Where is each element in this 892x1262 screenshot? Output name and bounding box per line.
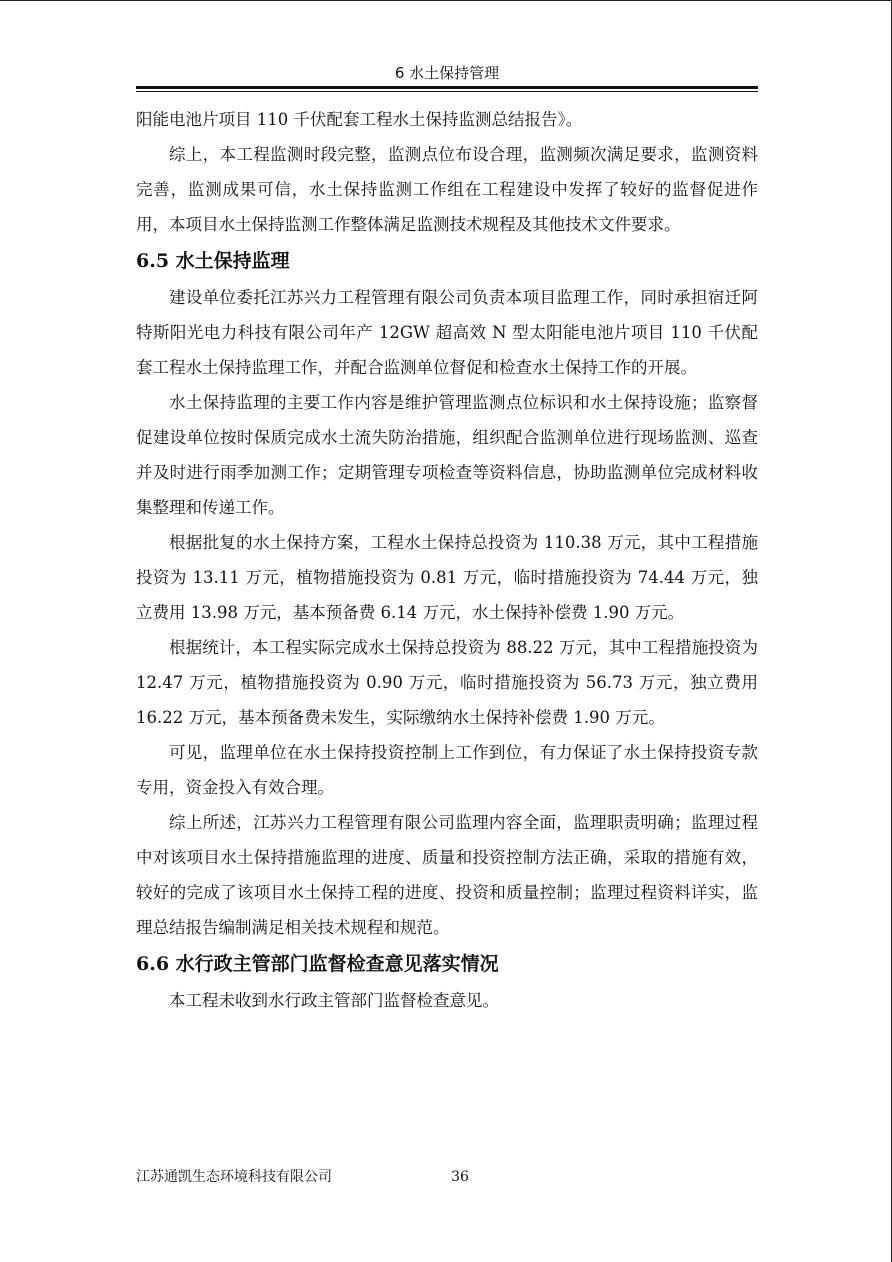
running-header: 6 水土保持管理: [394, 64, 500, 82]
paragraph-supervision-conclusion: 综上所述，江苏兴力工程管理有限公司监理内容全面，监理职责明确；监理过程中对该项目水土保持措施监理的进度、质量和投资控制方法正确，采取的措施有效，较好的完成了该项目水土保持工程的进度、投资和质量控制；监理过程资料详实，监理总结报告编制满足相关技术规程和规范。: [136, 813, 758, 937]
paragraph-monitoring-summary: 综上，本工程监测时段完整，监测点位布设合理，监测频次满足要求，监测资料完善，监测成果可信，水土保持监测工作组在工程建设中发挥了较好的监督促进作用，本项目水土保持监测工作整体满足监测技术规程及其他技术文件要求。: [136, 145, 758, 234]
header-rule-thin: [136, 91, 758, 92]
paragraph-supervision-entrusted: 建设单位委托江苏兴力工程管理有限公司负责本项目监理工作，同时承担宿迁阿特斯阳光电力科技有限公司年产 12GW 超高效 N 型太阳能电池片项目 110 千伏配套工程水土保持监理工作，并配合监测单位督促和检查水土保持工作的开展。: [136, 288, 758, 377]
header-rule-thick: [136, 86, 758, 89]
paragraph-investment-control: 可见，监理单位在水土保持投资控制上工作到位，有力保证了水土保持投资专款专用，资金投入有效合理。: [136, 743, 758, 797]
footer-company: 江苏通凯生态环境科技有限公司: [136, 1169, 332, 1185]
page-number: 36: [451, 1169, 469, 1185]
paragraph-inspection-opinions: 本工程未收到水行政主管部门监督检查意见。: [169, 991, 499, 1010]
section-heading-6-6: 6.6 水行政主管部门监督检查意见落实情况: [136, 953, 499, 975]
paragraph-actual-investment: 根据统计，本工程实际完成水土保持总投资为 88.22 万元，其中工程措施投资为 12.47 万元，植物措施投资为 0.90 万元，临时措施投资为 56.73 万元，独立费用 16.22 万元，基本预备费未发生，实际缴纳水土保持补偿费 1.90 万元。: [136, 638, 758, 727]
page-border-top: [0, 0, 892, 1]
paragraph-continued: 阳能电池片项目 110 千伏配套工程水土保持监测总结报告》。: [136, 110, 583, 129]
section-heading-6-5: 6.5 水土保持监理: [136, 250, 290, 272]
document-body: [136, 102, 758, 1018]
paragraph-supervision-tasks: 水土保持监理的主要工作内容是维护管理监测点位标识和水土保持设施；监察督促建设单位按时保质完成水土流失防治措施，组织配合监测单位进行现场监测、巡查并及时进行雨季加测工作；定期管理专项检查等资料信息，协助监测单位完成材料收集整理和传递工作。: [136, 393, 758, 517]
paragraph-approved-investment: 根据批复的水土保持方案，工程水土保持总投资为 110.38 万元，其中工程措施投资为 13.11 万元，植物措施投资为 0.81 万元，临时措施投资为 74.44 万元，独立费用 13.98 万元，基本预备费 6.14 万元，水土保持补偿费 1.90 万元。: [136, 533, 758, 622]
